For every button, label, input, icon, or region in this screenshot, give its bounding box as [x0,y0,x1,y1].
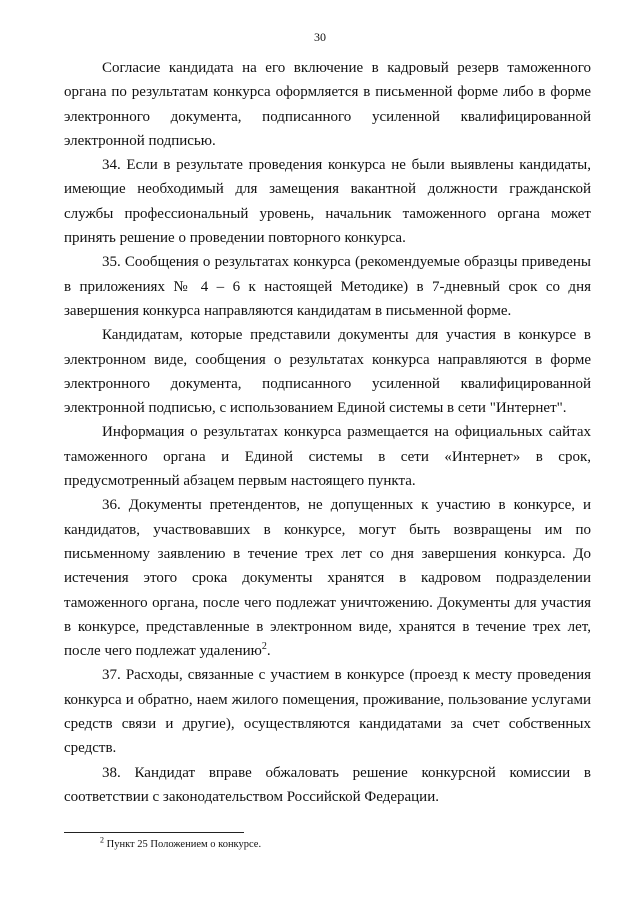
paragraph-35-electronic: Кандидатам, которые представили документы для участия в конкурсе в электронном виде, сообщения о результатах конкурса направляются в форме электронного документа, подписанного усиленной квалифицированной электронной подписью, с использованием Единой системы в сети "Интернет". [64,327,591,417]
paragraph-36 [64,493,591,663]
page-number: 30 [314,30,326,44]
paragraph-35-info: Информация о результатах конкурса размещается на официальных сайтах таможенного органа и Единой системы в сети «Интернет» в срок, предусмотренный абзацем первым настоящего пункта. [64,424,591,490]
footnote-divider [64,832,244,833]
body-text [64,56,591,809]
paragraph-36-end: . [266,643,271,660]
footnote-text: Пункт 25 Положением о конкурсе. [104,839,262,850]
paragraph-34: 34. Если в результате проведения конкурса не были выявлены кандидаты, имеющие необходимый для замещения вакантной должности гражданской службы профессиональный уровень, начальник таможенного органа может принять решение о проведении повторного конкурса. [64,157,591,247]
footnote-marker: 2 [100,835,104,845]
paragraph-consent: Согласие кандидата на его включение в кадровый резерв таможенного органа по результатам конкурса оформляется в письменной форме либо в форме электронного документа, подписанного усиленной квалифицированной электронной подписью. [64,60,591,149]
paragraph-35: 35. Сообщения о результатах конкурса (рекомендуемые образцы приведены в приложениях № 4 – 6 к настоящей Методике) в 7-дневный срок со дня завершения конкурса направляются кандидатам в письменной форме. [64,254,591,319]
paragraph-38: 38. Кандидат вправе обжаловать решение конкурсной комиссии в соответствии с законодательством Российской Федерации. [64,764,591,805]
paragraph-36-text: 36. Документы претендентов, не допущенных к участию в конкурсе, и кандидатов, участвовавших в конкурсе, могут быть возвращены им по письменному заявлению в течение трех лет со дня завершения конкурса. До истечения этого срока документы хранятся в кадровом подразделении таможенного органа, после чего подлежат уничтожению. Документы для участия в конкурсе, представленные в электронном виде, хранятся в течение трех лет, после чего подлежат удалению [64,497,591,660]
paragraph-37: 37. Расходы, связанные с участием в конкурсе (проезд к месту проведения конкурса и обратно, наем жилого помещения, проживание, пользование услугами средств связи и другие), осуществляются кандидатами за счет собственных средств. [64,667,591,757]
footnote-reference[interactable]: 2 [261,641,267,653]
footnote [100,835,262,852]
